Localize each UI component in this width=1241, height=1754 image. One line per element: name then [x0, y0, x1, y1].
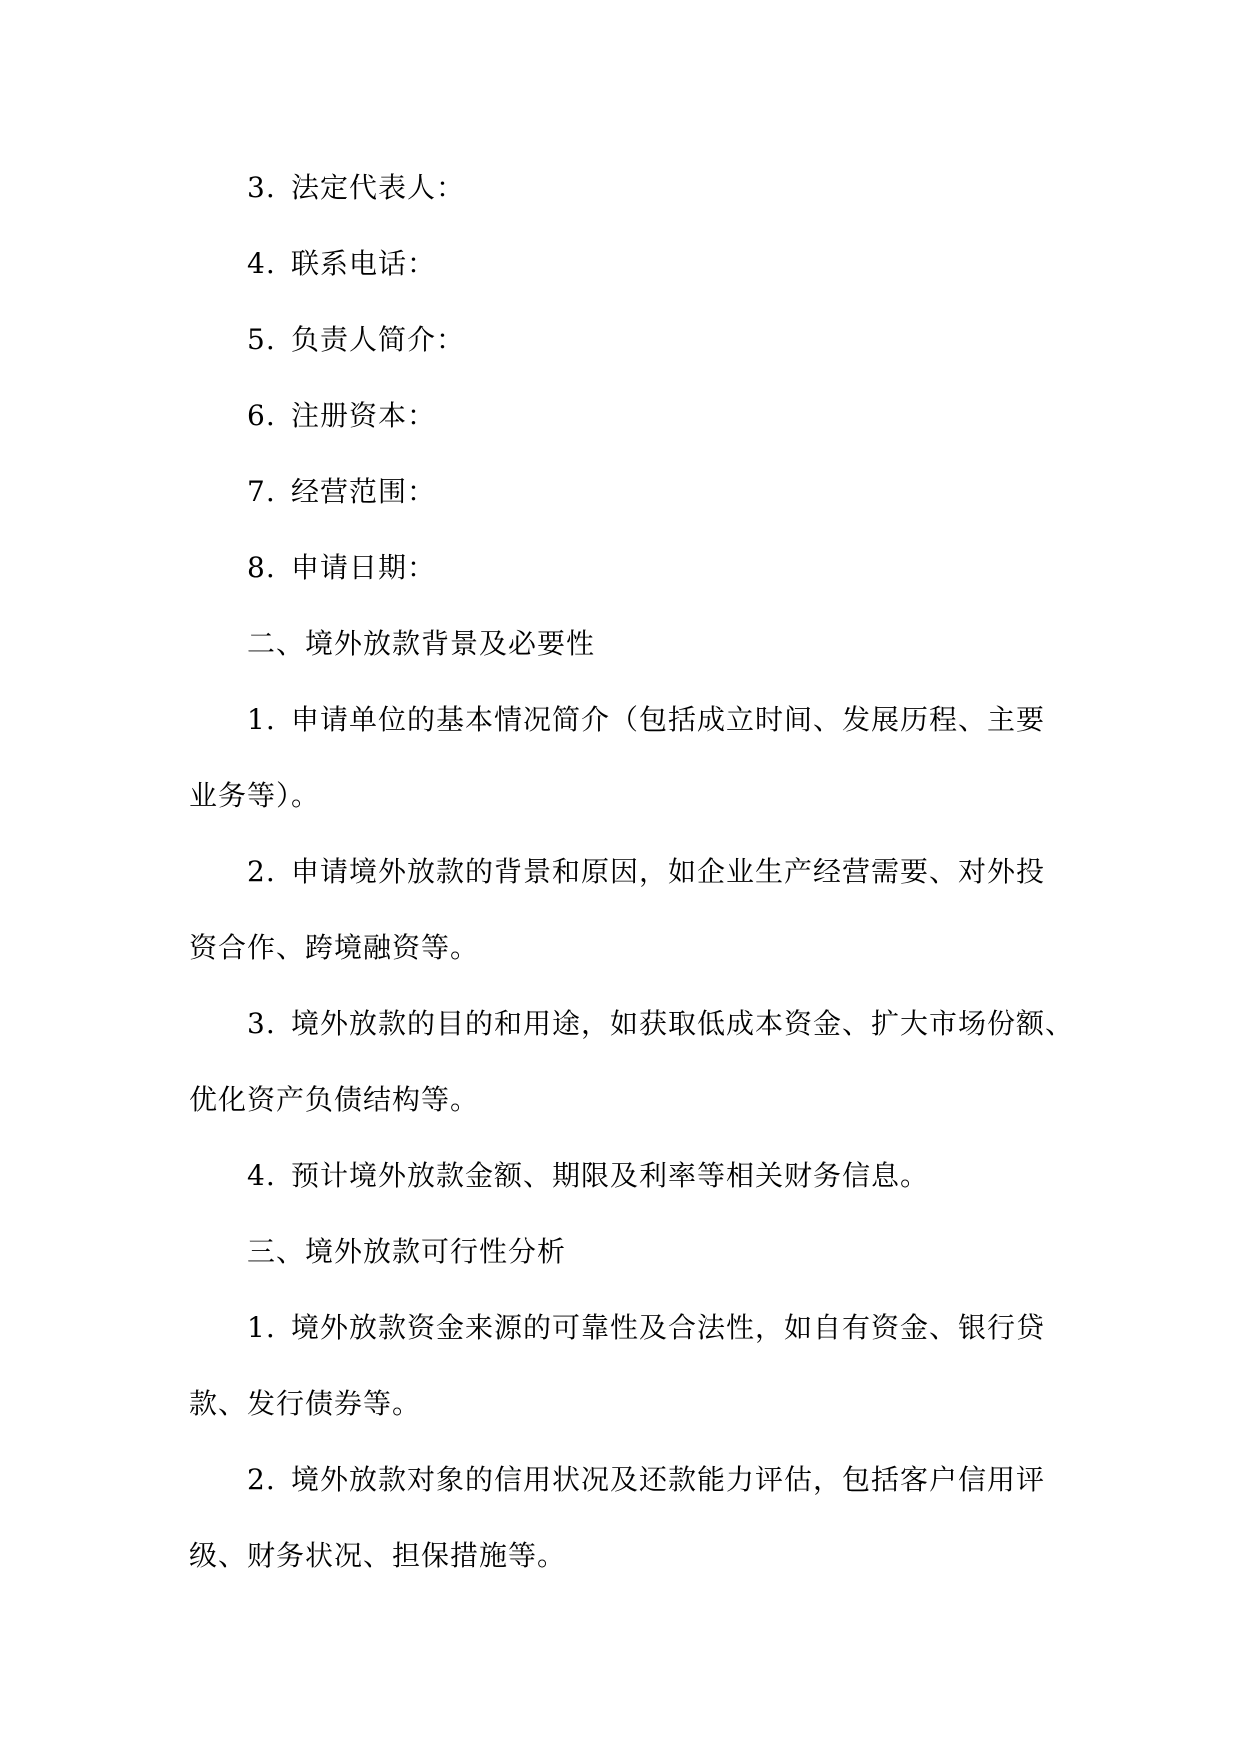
- item-number: 4.: [247, 1159, 276, 1192]
- item-number: 1.: [247, 703, 276, 736]
- paragraph-line: [189, 986, 1075, 1062]
- document-body: [189, 150, 1075, 1594]
- item-text: 级、财务状况、担保措施等。: [189, 1539, 567, 1572]
- item-number: 2.: [247, 1463, 276, 1496]
- paragraph-continuation: [189, 1366, 1069, 1442]
- item-text: 业务等）。: [189, 779, 321, 812]
- item-text: 联系电话：: [291, 247, 437, 280]
- item-number: 3.: [247, 171, 276, 204]
- item-text: 优化资产负债结构等。: [189, 1083, 480, 1116]
- paragraph-continuation: [189, 1062, 1069, 1138]
- item-text: 预计境外放款金额、期限及利率等相关财务信息。: [291, 1159, 930, 1192]
- field-business-scope: [189, 454, 1069, 530]
- item-text: 资合作、跨境融资等。: [189, 931, 480, 964]
- field-contact-phone: [189, 226, 1069, 302]
- item-number: 6.: [247, 399, 276, 432]
- item-number: 5.: [247, 323, 276, 356]
- item-text: 注册资本：: [291, 399, 437, 432]
- item-number: 2.: [247, 855, 276, 888]
- item-text: 境外放款资金来源的可靠性及合法性，如自有资金、银行贷: [291, 1311, 1046, 1344]
- paragraph-line: [189, 1290, 1069, 1366]
- item-text: 负责人简介：: [291, 323, 466, 356]
- item-number: 8.: [247, 551, 276, 584]
- section-heading-background: [189, 606, 1069, 682]
- item-text: 境外放款的目的和用途，如获取低成本资金、扩大市场份额、: [291, 1007, 1075, 1040]
- field-legal-representative: [189, 150, 1069, 226]
- field-responsible-person-profile: [189, 302, 1069, 378]
- paragraph-line: [189, 1138, 1069, 1214]
- item-number: 4.: [247, 247, 276, 280]
- item-text: 申请境外放款的背景和原因，如企业生产经营需要、对外投: [291, 855, 1046, 888]
- paragraph-line: [189, 1442, 1069, 1518]
- item-number: 7.: [247, 475, 276, 508]
- field-registered-capital: [189, 378, 1069, 454]
- paragraph-continuation: [189, 1518, 1069, 1594]
- section-heading-text: 三、境外放款可行性分析: [247, 1235, 567, 1268]
- paragraph-line: [189, 834, 1069, 910]
- item-number: 1.: [247, 1311, 276, 1344]
- paragraph-continuation: [189, 910, 1069, 986]
- item-text: 款、发行债券等。: [189, 1387, 422, 1420]
- paragraph-continuation: [189, 758, 1069, 834]
- item-text: 申请单位的基本情况简介（包括成立时间、发展历程、主要: [291, 703, 1046, 736]
- item-text: 经营范围：: [291, 475, 437, 508]
- item-text: 境外放款对象的信用状况及还款能力评估，包括客户信用评: [291, 1463, 1046, 1496]
- item-number: 3.: [247, 1007, 276, 1040]
- section-heading-feasibility: [189, 1214, 1069, 1290]
- section-heading-text: 二、境外放款背景及必要性: [247, 627, 596, 660]
- field-application-date: [189, 530, 1069, 606]
- item-text: 申请日期：: [291, 551, 437, 584]
- item-text: 法定代表人：: [291, 171, 466, 204]
- paragraph-line: [189, 682, 1069, 758]
